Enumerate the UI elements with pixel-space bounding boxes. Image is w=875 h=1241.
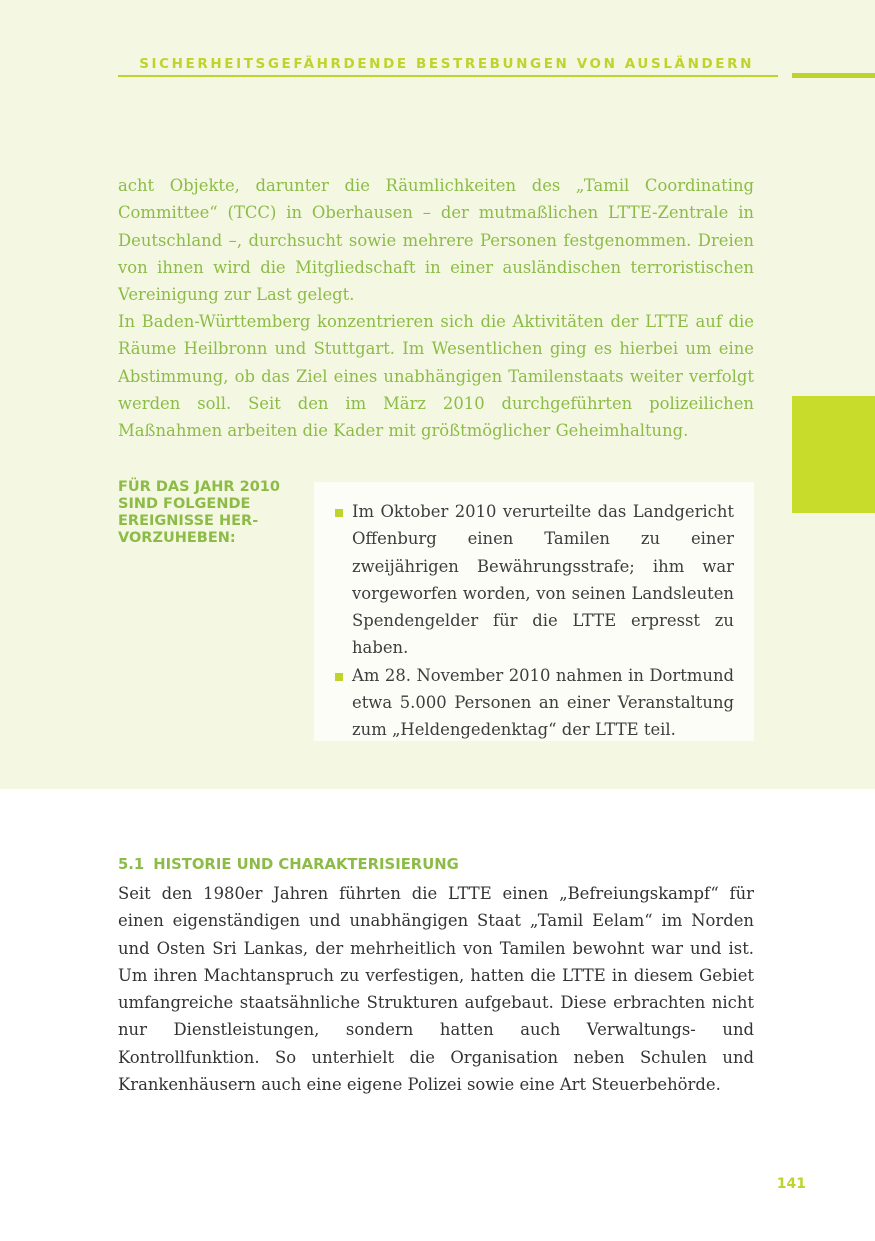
section-paragraph: Seit den 1980er Jahren führten die LTTE einen „Befreiungskampf“ für einen eigenständigen und unabhängigen Staat „Tamil Eelam“ im Norden und Osten Sri Lankas, der mehrheitlich von Tamilen bewohnt war und ist. Um ihren Machtanspruch zu verfestigen, hatten die LTTE in diesem Gebiet umfangreiche staatsähnliche Strukturen aufgebaut. Diese erbrachten nicht nur Dienstleistungen, sondern hatten auch Verwaltungs- und Kontrollfunktion. So unterhielt die Organisation neben Schulen und Krankenhäusern auch eine eigene Polizei sowie eine Art Steuerbehörde. bbox=[118, 884, 754, 1095]
bullet-icon bbox=[335, 509, 343, 517]
section-title: HISTORIE UND CHARAKTERISIERUNG bbox=[153, 856, 459, 873]
paragraph-2: In Baden-Württemberg konzentrieren sich die Aktivitäten der LTTE auf die Räume Heilbronn und Stuttgart. Im Wesentlichen ging es hierbei um eine Abstimmung, ob das Ziel eines unabhängigen Tamilenstaats weiter verfolgt werden soll. Seit den im März 2010 durchgeführten polizeilichen Maßnahmen arbeiten die Kader mit größtmöglicher Geheimhaltung. bbox=[118, 312, 754, 441]
paragraph-1: acht Objekte, darunter die Räumlichkeiten des „Tamil Coordinating Committee“ (TCC) in Oberhausen – der mutmaßlichen LTTE-Zentrale in Deutschland –, durchsucht sowie mehrere Personen festgenommen. Dreien von ihnen wird die Mitgliedschaft in einer ausländischen terroristischen Vereinigung zur Last gelegt. bbox=[118, 176, 754, 305]
event-text: Am 28. November 2010 nahmen in Dortmund etwa 5.000 Personen an einer Veranstaltung zum „Heldengedenktag“ der LTTE teil. bbox=[352, 665, 734, 740]
header-rule bbox=[118, 75, 778, 77]
event-text: Im Oktober 2010 verurteilte das Landgericht Offenburg einen Tamilen zu einer zweijährigen Bewährungsstrafe; ihm war vorgeworfen worden, von seinen Landsleuten Spendengelder für die LTTE erpresst zu haben. bbox=[352, 502, 734, 658]
list-item bbox=[352, 498, 734, 662]
section-heading bbox=[118, 856, 754, 873]
running-header: SICHERHEITSGEFÄHRDENDE BESTREBUNGEN VON AUSLÄNDERN bbox=[139, 56, 754, 72]
chapter-tab-marker bbox=[792, 396, 875, 513]
events-box bbox=[314, 482, 754, 741]
header-rule-accent bbox=[792, 73, 875, 78]
page-number: 141 bbox=[776, 1176, 806, 1192]
list-item bbox=[352, 662, 734, 744]
events-sidebar-label: FÜR DAS JAHR 2010 SIND FOLGENDE EREIGNISSE HERVORZUHEBEN: bbox=[118, 479, 280, 546]
section-number: 5.1 bbox=[118, 856, 145, 873]
events-list bbox=[352, 498, 734, 744]
bullet-icon bbox=[335, 673, 343, 681]
